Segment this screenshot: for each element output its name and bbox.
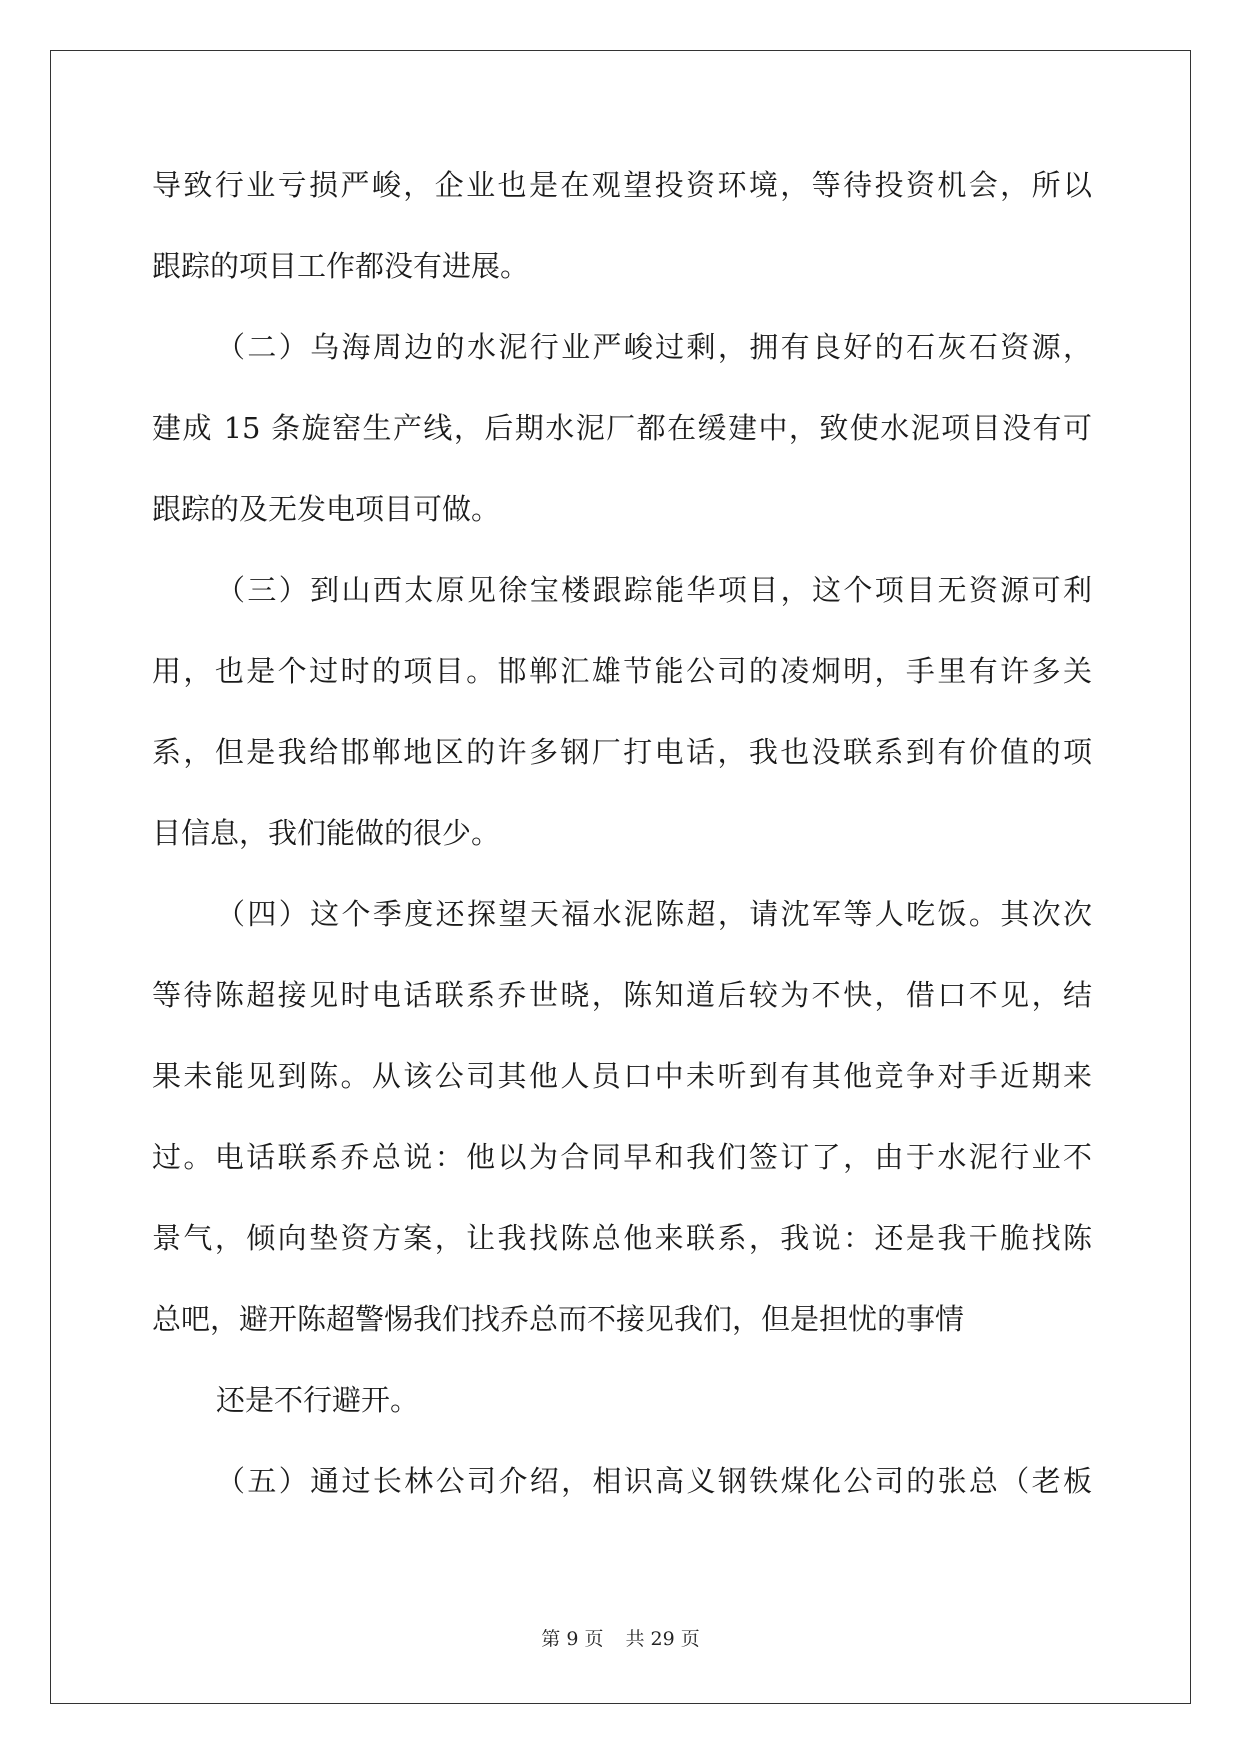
text-line: 建成 15 条旋窑生产线，后期水泥厂都在缓建中，致使水泥项目没有可 bbox=[152, 411, 1092, 445]
text-line: 目信息，我们能做的很少。 bbox=[152, 816, 501, 850]
text-line: 跟踪的项目工作都没有进展。 bbox=[152, 249, 530, 283]
text-line: 过。电话联系乔总说：他以为合同早和我们签订了，由于水泥行业不 bbox=[152, 1140, 1092, 1174]
document-body bbox=[152, 160, 1092, 1537]
total-pages-label: 共 29 页 bbox=[625, 1628, 700, 1650]
text-line: 跟踪的及无发电项目可做。 bbox=[152, 492, 501, 526]
text-line: （三）到山西太原见徐宝楼跟踪能华项目，这个项目无资源可利 bbox=[216, 573, 1092, 607]
text-line: 总吧，避开陈超警惕我们找乔总而不接见我们，但是担忧的事情 bbox=[152, 1302, 965, 1336]
text-line: 等待陈超接见时电话联系乔世晓，陈知道后较为不快，借口不见，结 bbox=[152, 978, 1092, 1012]
current-page-label: 第 9 页 bbox=[541, 1628, 604, 1650]
text-line: 果未能见到陈。从该公司其他人员口中未听到有其他竞争对手近期来 bbox=[152, 1059, 1092, 1093]
text-line: （四）这个季度还探望天福水泥陈超，请沈军等人吃饭。其次次 bbox=[216, 897, 1092, 931]
text-line: 导致行业亏损严峻，企业也是在观望投资环境，等待投资机会，所以 bbox=[152, 168, 1092, 202]
text-line: （二）乌海周边的水泥行业严峻过剩，拥有良好的石灰石资源， bbox=[216, 330, 1092, 364]
text-line: 用，也是个过时的项目。邯郸汇雄节能公司的凌炯明，手里有许多关 bbox=[152, 654, 1092, 688]
page-footer bbox=[0, 1624, 1241, 1651]
text-line: 还是不行避开。 bbox=[216, 1383, 420, 1417]
text-line: 景气，倾向垫资方案，让我找陈总他来联系，我说：还是我干脆找陈 bbox=[152, 1221, 1092, 1255]
text-line: 系，但是我给邯郸地区的许多钢厂打电话，我也没联系到有价值的项 bbox=[152, 735, 1092, 769]
text-line: （五）通过长林公司介绍，相识高义钢铁煤化公司的张总（老板 bbox=[216, 1464, 1092, 1498]
